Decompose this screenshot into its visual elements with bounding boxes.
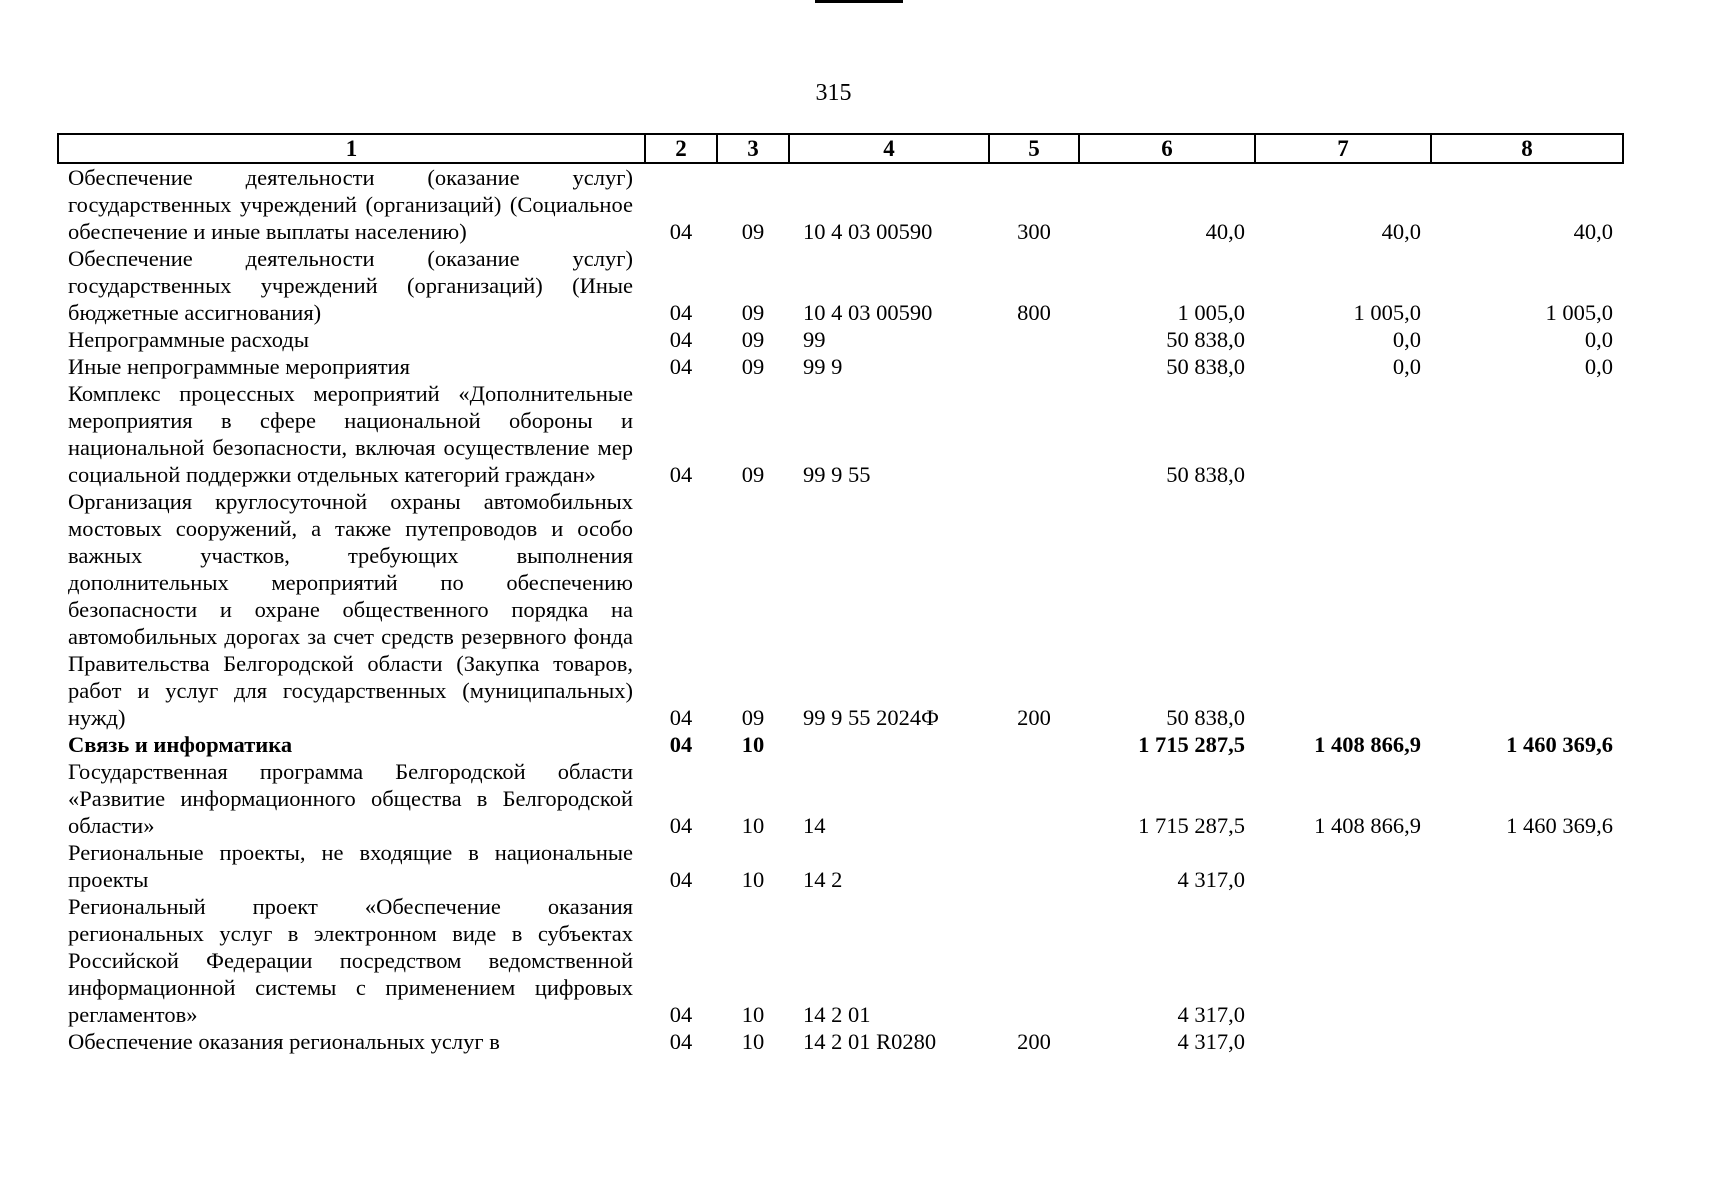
row-name: Обеспечение деятельности (оказание услуг) государственных учреждений (организаций) (Социальное обеспечение и иные выплаты населению) — [68, 165, 633, 244]
target-article-code — [789, 731, 989, 758]
expense-type-code — [989, 839, 1079, 893]
amount-col-7 — [1255, 488, 1431, 731]
table-body — [58, 163, 1623, 1055]
subsection-code: 10 — [741, 813, 765, 838]
target-article-code: 14 2 01 — [803, 1002, 871, 1027]
amount-col-7 — [1255, 893, 1431, 1028]
target-article-code: 99 9 55 2024Ф — [803, 705, 939, 730]
amount-col-7 — [1255, 1028, 1431, 1055]
amount-col-6: 4 317,0 — [1177, 1002, 1245, 1027]
expense-type-code — [989, 380, 1079, 488]
table-row — [58, 1028, 1623, 1055]
header-col-8: 8 — [1431, 134, 1623, 163]
subsection-code: 10 — [741, 1002, 765, 1027]
amount-col-6: 50 838,0 — [1166, 705, 1245, 730]
row-name: Непрограммные расходы — [68, 327, 309, 352]
subsection-code: 09 — [741, 327, 765, 352]
subsection-code: 09 — [741, 354, 765, 379]
section-code: 04 — [669, 462, 693, 487]
expense-type-code — [989, 731, 1079, 758]
amount-col-7: 1 408 866,9 — [1314, 732, 1421, 757]
expense-type-code — [989, 353, 1079, 380]
amount-col-6: 1 715 287,5 — [1138, 732, 1245, 757]
budget-table — [57, 133, 1624, 1055]
top-edge-mark — [815, 0, 903, 3]
section-code: 04 — [669, 354, 693, 379]
table-row — [58, 839, 1623, 893]
target-article-code: 99 9 55 — [803, 462, 871, 487]
header-col-2: 2 — [645, 134, 717, 163]
section-code: 04 — [669, 1029, 693, 1054]
amount-col-7: 1 408 866,9 — [1314, 813, 1421, 838]
subsection-code: 10 — [741, 867, 765, 892]
header-col-7: 7 — [1255, 134, 1431, 163]
header-col-3: 3 — [717, 134, 789, 163]
row-name: Обеспечение оказания региональных услуг в — [68, 1029, 500, 1054]
expense-type-code — [989, 758, 1079, 839]
amount-col-8: 1 005,0 — [1545, 300, 1613, 325]
amount-col-6: 1 715 287,5 — [1138, 813, 1245, 838]
subsection-code: 09 — [741, 219, 765, 244]
header-col-5: 5 — [989, 134, 1079, 163]
amount-col-6: 4 317,0 — [1177, 1029, 1245, 1054]
section-code: 04 — [669, 732, 693, 757]
row-name: Обеспечение деятельности (оказание услуг) государственных учреждений (организаций) (Иные бюджетные ассигнования) — [68, 246, 633, 325]
amount-col-7: 1 005,0 — [1353, 300, 1421, 325]
amount-col-6: 40,0 — [1205, 219, 1245, 244]
row-name: Региональный проект «Обеспечение оказания региональных услуг в электронном виде в субъектах Российской Федерации посредством ведомственной информационной системы с применением цифровых регламентов» — [68, 894, 633, 1027]
amount-col-6: 1 005,0 — [1177, 300, 1245, 325]
table-row — [58, 893, 1623, 1028]
amount-col-8: 0,0 — [1584, 354, 1613, 379]
expense-type-code: 300 — [1017, 219, 1051, 244]
header-col-1: 1 — [58, 134, 645, 163]
table-row — [58, 758, 1623, 839]
subsection-code: 09 — [741, 300, 765, 325]
target-article-code: 10 4 03 00590 — [803, 300, 933, 325]
table-row — [58, 488, 1623, 731]
section-code: 04 — [669, 219, 693, 244]
amount-col-8 — [1431, 488, 1623, 731]
target-article-code: 14 2 01 R0280 — [803, 1029, 937, 1054]
expense-type-code — [989, 326, 1079, 353]
amount-col-8 — [1431, 839, 1623, 893]
amount-col-7 — [1255, 380, 1431, 488]
amount-col-8: 1 460 369,6 — [1506, 732, 1613, 757]
section-code: 04 — [669, 1002, 693, 1027]
target-article-code: 10 4 03 00590 — [803, 219, 933, 244]
section-code: 04 — [669, 327, 693, 352]
table-row — [58, 731, 1623, 758]
table-row — [58, 380, 1623, 488]
row-name: Иные непрограммные мероприятия — [68, 354, 410, 379]
amount-col-8 — [1431, 380, 1623, 488]
section-code: 04 — [669, 300, 693, 325]
amount-col-8: 0,0 — [1584, 327, 1613, 352]
table-row — [58, 353, 1623, 380]
subsection-code: 10 — [741, 732, 765, 757]
amount-col-7 — [1255, 839, 1431, 893]
amount-col-6: 50 838,0 — [1166, 462, 1245, 487]
subsection-code: 10 — [741, 1029, 765, 1054]
table-row — [58, 326, 1623, 353]
target-article-code: 14 — [803, 813, 826, 838]
expense-type-code: 200 — [1017, 705, 1051, 730]
amount-col-8: 1 460 369,6 — [1506, 813, 1613, 838]
row-name: Связь и информатика — [68, 732, 293, 757]
amount-col-6: 50 838,0 — [1166, 354, 1245, 379]
expense-type-code — [989, 893, 1079, 1028]
amount-col-7: 0,0 — [1392, 354, 1421, 379]
amount-col-8 — [1431, 1028, 1623, 1055]
page-number: 315 — [815, 80, 852, 106]
target-article-code: 99 — [803, 327, 826, 352]
subsection-code: 09 — [741, 705, 765, 730]
subsection-code: 09 — [741, 462, 765, 487]
expense-type-code: 200 — [1017, 1029, 1051, 1054]
header-col-4: 4 — [789, 134, 989, 163]
section-code: 04 — [669, 705, 693, 730]
target-article-code: 99 9 — [803, 354, 843, 379]
expense-type-code: 800 — [1017, 300, 1051, 325]
section-code: 04 — [669, 867, 693, 892]
row-name: Региональные проекты, не входящие в национальные проекты — [68, 840, 633, 892]
amount-col-8: 40,0 — [1573, 219, 1613, 244]
row-name: Организация круглосуточной охраны автомобильных мостовых сооружений, а также путепроводов и особо важных участков, требующих выполнения дополнительных мероприятий по обеспечению безопасности и охране общественного порядка на автомобильных дорогах за счет средств резервного фонда Правительства Белгородской области (Закупка товаров, работ и услуг для государственных (муниципальных) нужд) — [68, 489, 633, 730]
amount-col-7: 40,0 — [1381, 219, 1421, 244]
table-row — [58, 245, 1623, 326]
header-row — [58, 134, 1623, 163]
header-col-6: 6 — [1079, 134, 1255, 163]
amount-col-8 — [1431, 893, 1623, 1028]
amount-col-7: 0,0 — [1392, 327, 1421, 352]
amount-col-6: 50 838,0 — [1166, 327, 1245, 352]
row-name: Государственная программа Белгородской области «Развитие информационного общества в Белгородской области» — [68, 759, 633, 838]
target-article-code: 14 2 — [803, 867, 843, 892]
row-name: Комплекс процессных мероприятий «Дополнительные мероприятия в сфере национальной обороны и национальной безопасности, включая осуществление мер социальной поддержки отдельных категорий граждан» — [68, 381, 633, 487]
table-row — [58, 163, 1623, 245]
amount-col-6: 4 317,0 — [1177, 867, 1245, 892]
section-code: 04 — [669, 813, 693, 838]
